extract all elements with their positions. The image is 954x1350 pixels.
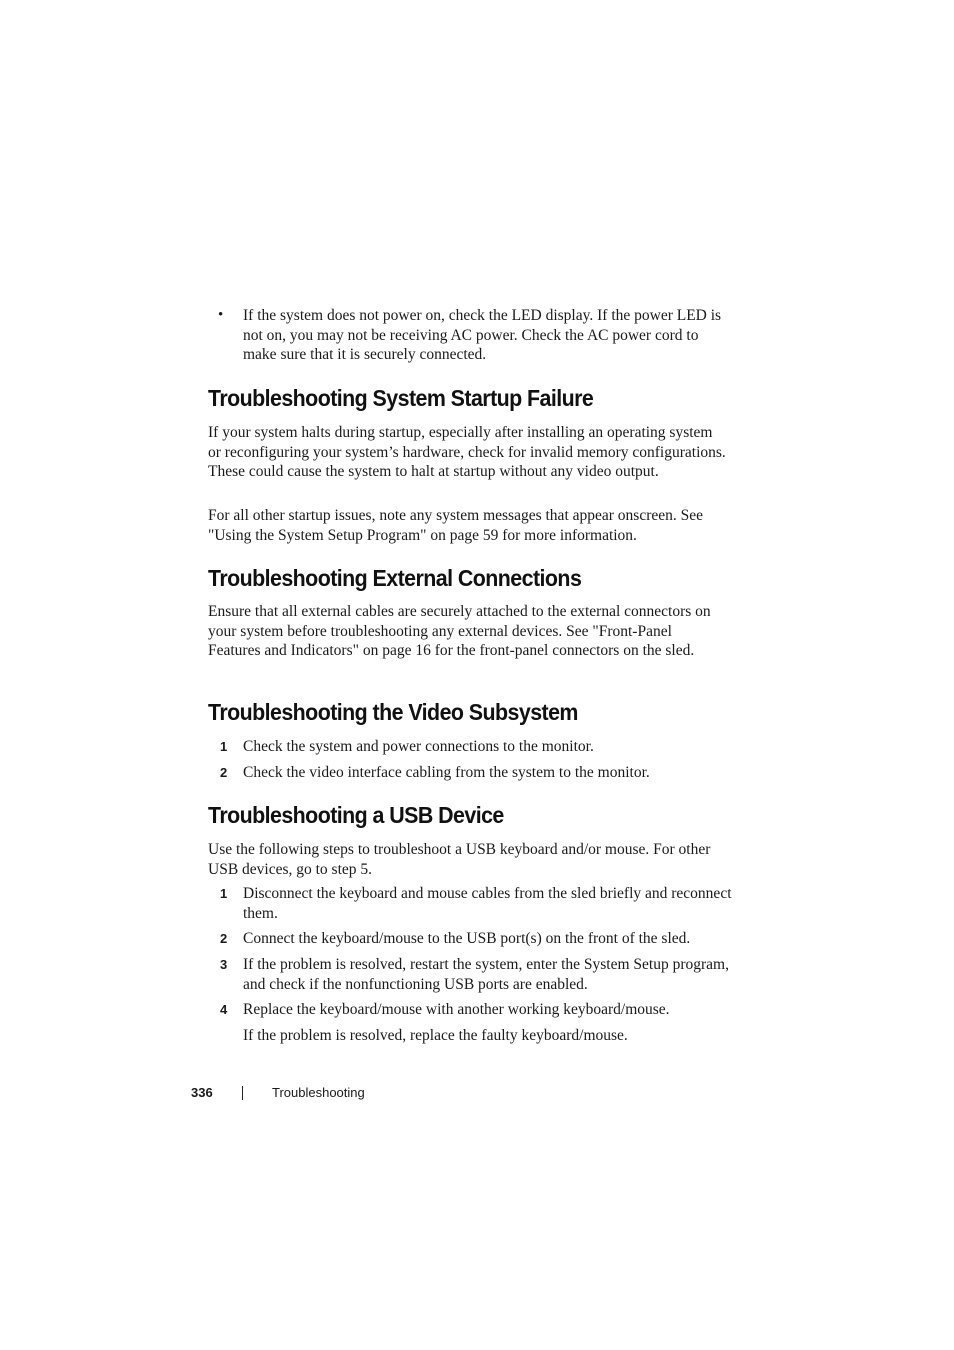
- step-text: Check the system and power connections to the monitor.: [243, 738, 594, 755]
- step-number: 2: [220, 765, 228, 780]
- external-paragraph-1: Ensure that all external cables are securely attached to the external connectors on your system before troubleshooting any external devices. See "Front-Panel Features and Indicators" on page 16 for the front-panel connectors on the sled.: [208, 603, 711, 659]
- heading-startup-failure: Troubleshooting System Startup Failure: [208, 385, 594, 411]
- page-number: 336: [191, 1085, 213, 1100]
- heading-usb-device: Troubleshooting a USB Device: [208, 802, 504, 828]
- startup-paragraph-2: For all other startup issues, note any system messages that appear onscreen. See "Using the System Setup Program" on page 59 for more information.: [208, 507, 704, 544]
- heading-video-subsystem: Troubleshooting the Video Subsystem: [208, 699, 578, 725]
- step-number: 2: [220, 931, 228, 946]
- bullet-text: If the system does not power on, check the LED display. If the power LED is not on, you may not be receiving AC power. Check the AC power cord to make sure that it is securely connected.: [243, 307, 722, 363]
- step-text: Connect the keyboard/mouse to the USB port(s) on the front of the sled.: [243, 930, 691, 947]
- step-text: If the problem is resolved, restart the system, enter the System Setup program, and check if the nonfunctioning USB ports are enabled.: [243, 956, 729, 993]
- footer-section-title: Troubleshooting: [272, 1085, 365, 1100]
- step-number: 4: [220, 1002, 228, 1017]
- step-text: Disconnect the keyboard and mouse cables from the sled briefly and reconnect them.: [243, 885, 732, 922]
- step-number: 1: [220, 739, 228, 754]
- bullet-marker: •: [218, 307, 224, 323]
- step-note-text: If the problem is resolved, replace the faulty keyboard/mouse.: [243, 1027, 628, 1044]
- step-number: 1: [220, 886, 228, 901]
- usb-intro: Use the following steps to troubleshoot a USB keyboard and/or mouse. For other USB devices, go to step 5.: [208, 841, 711, 878]
- step-text: Check the video interface cabling from the system to the monitor.: [243, 764, 650, 781]
- step-number: 3: [220, 957, 228, 972]
- step-text: Replace the keyboard/mouse with another working keyboard/mouse.: [243, 1001, 670, 1018]
- heading-external-connections: Troubleshooting External Connections: [208, 565, 582, 591]
- footer-separator: [242, 1086, 243, 1100]
- startup-paragraph-1: If your system halts during startup, especially after installing an operating system or reconfiguring your system’s hardware, check for invalid memory configurations. These could cause the system to halt at startup without any video output.: [208, 424, 726, 480]
